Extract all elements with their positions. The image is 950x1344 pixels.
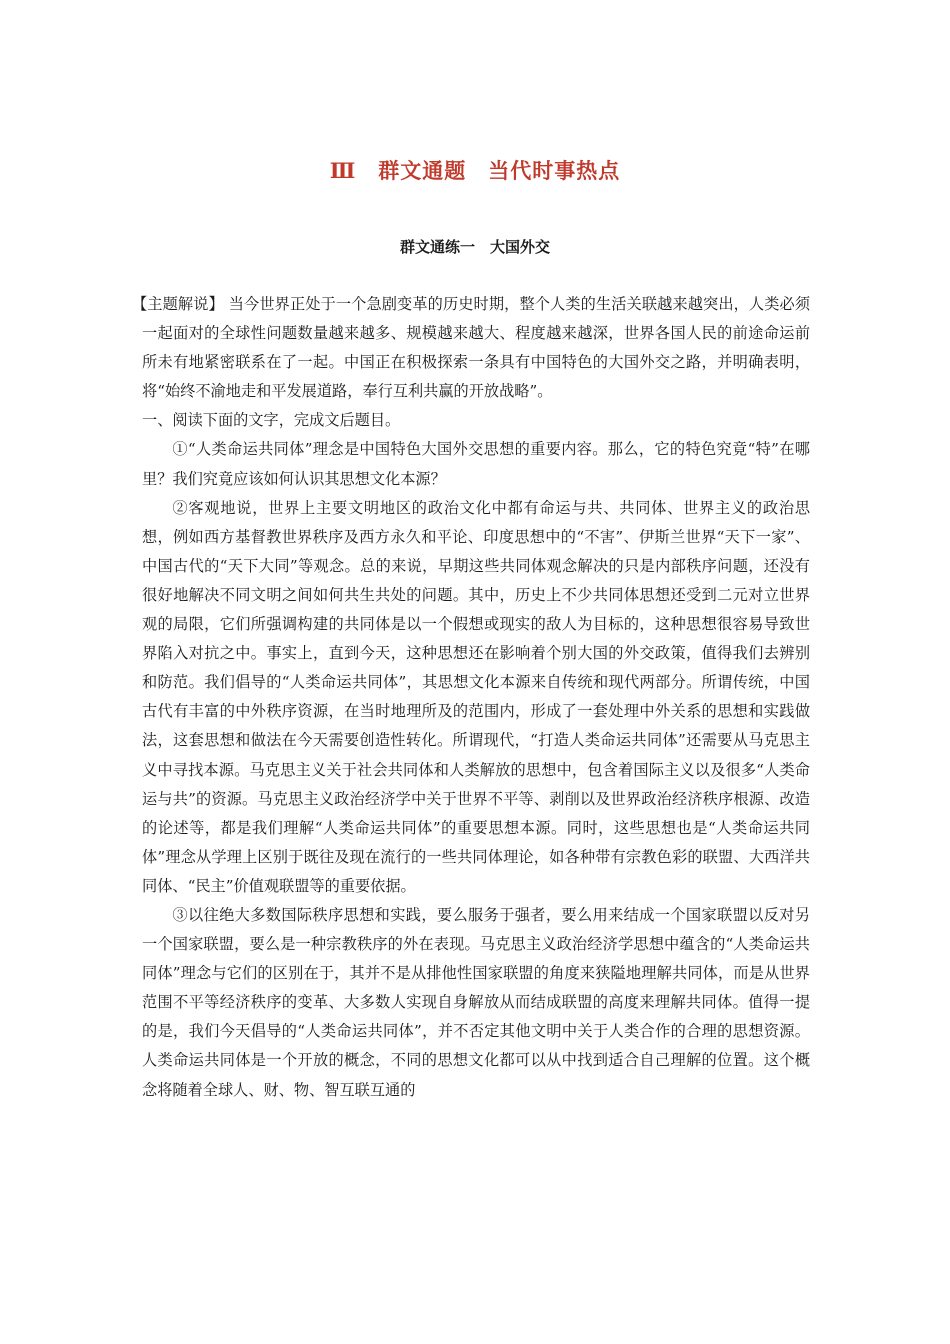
paragraph-2: ②客观地说，世界上主要文明地区的政治文化中都有命运与共、共同体、世界主义的政治思想，例如西方基督教世界秩序及西方永久和平论、印度思想中的“不害”、伊斯兰世界“天下一家”、中国古代的“天下大同”等观念。总的来说，早期这些共同体观念解决的只是内部秩序问题，还没有很好地解决不同文明之间如何共生共处的问题。其中，历史上不少共同体思想还受到二元对立世界观的局限，它们所强调构建的共同体是以一个假想或现实的敌人为目标的，这种思想很容易导致世界陷入对抗之中。事实上，直到今天，这种思想还在影响着个别大国的外交政策，值得我们去辨别和防范。我们倡导的“人类命运共同体”，其思想文化本源来自传统和现代两部分。所谓传统，中国古代有丰富的中外秩序资源，在当时地理所及的范围内，形成了一套处理中外关系的思想和实践做法，这套思想和做法在今天需要创造性转化。所谓现代，“打造人类命运共同体”还需要从马克思主义中寻找本源。马克思主义关于社会共同体和人类解放的思想中，包含着国际主义以及很多“人类命运与共”的资源。马克思主义政治经济学中关于世界不平等、剥削以及世界政治经济秩序根源、改造的论述等，都是我们理解“人类命运共同体”的重要思想本源。同时，这些思想也是“人类命运共同体”理念从学理上区别于既往及现在流行的一些共同体理论，如各种带有宗教色彩的联盟、大西洋共同体、“民主”价值观联盟等的重要依据。 bbox=[142, 498, 810, 895]
document-body bbox=[132, 290, 811, 1105]
intro-paragraph bbox=[132, 290, 811, 406]
intro-text: 当今世界正处于一个急剧变革的历史时期，整个人类的生活关联越来越突出，人类必须一起面对的全球性问题数量越来越多、规模越来越大、程度越来越深，世界各国人民的前途命运前所未有地紧密联系在了一起。中国正在积极探索一条具有中国特色的大国外交之路，并明确表明，将“始终不渝地走和平发展道路，奉行互利共赢的开放战略”。 bbox=[142, 295, 811, 401]
intro-tag: 【主题解说】 bbox=[132, 295, 224, 313]
paragraph-3: ③以往绝大多数国际秩序思想和实践，要么服务于强者，要么用来结成一个国家联盟以反对另一个国家联盟，要么是一种宗教秩序的外在表现。马克思主义政治经济学思想中蕴含的“人类命运共同体”理念与它们的区别在于，其并不是从排他性国家联盟的角度来狭隘地理解共同体，而是从世界范围不平等经济秩序的变革、大多数人实现自身解放从而结成联盟的高度来理解共同体。值得一提的是，我们今天倡导的“人类命运共同体”，并不否定其他文明中关于人类合作的合理的思想资源。人类命运共同体是一个开放的概念，不同的思想文化都可以从中找到适合自己理解的位置。这个概念将随着全球人、财、物、智互联互通的 bbox=[142, 905, 810, 1099]
question-instruction: 一、阅读下面的文字，完成文后题目。 bbox=[142, 411, 401, 430]
section-subtitle: 群文通练一 大国外交 bbox=[399, 238, 550, 256]
paragraph-1: ①“人类命运共同体”理念是中国特色大国外交思想的重要内容。那么，它的特色究竟“特”在哪里？我们究竟应该如何认识其思想文化本源？ bbox=[142, 440, 810, 488]
page-title: Ⅲ 群文通题 当代时事热点 bbox=[329, 158, 621, 183]
